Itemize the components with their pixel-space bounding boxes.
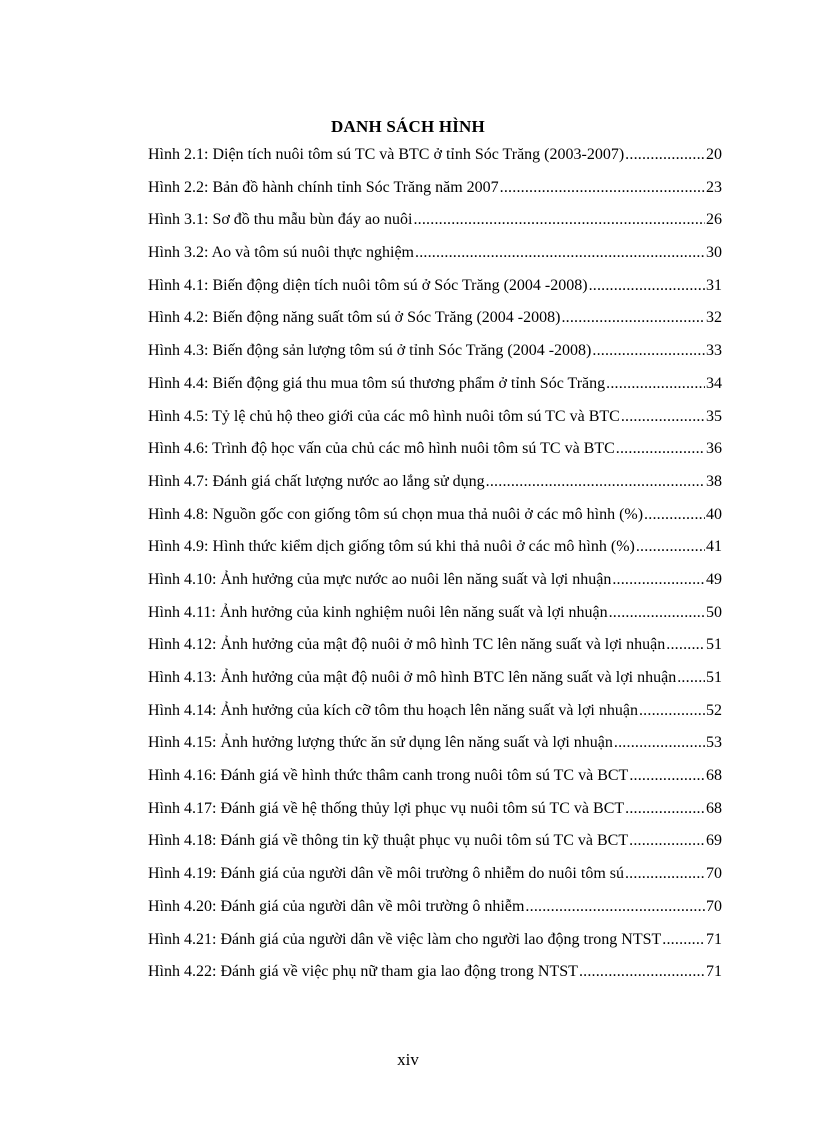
toc-entry-title: Hình 4.22: Đánh giá về việc phụ nữ tham gia lao động trong NTST [148, 963, 578, 981]
toc-entry-title: Hình 4.2: Biến động năng suất tôm sú ở Sóc Trăng (2004 -2008) [148, 309, 561, 327]
toc-dot-leader [606, 373, 705, 395]
toc-dot-leader [609, 602, 705, 624]
toc-entry-title: Hình 3.1: Sơ đồ thu mẫu bùn đáy ao nuôi [148, 211, 413, 229]
toc-entry-page: 40 [706, 505, 722, 523]
toc-entry-title: Hình 4.4: Biến động giá thu mua tôm sú thương phẩm ở tỉnh Sóc Trăng [148, 374, 606, 392]
toc-entry-page: 69 [706, 832, 722, 850]
toc-entry-page: 49 [706, 570, 722, 588]
toc-entry-title: Hình 4.7: Đánh giá chất lượng nước ao lắng sử dụng [148, 472, 485, 490]
toc-entry-title: Hình 4.6: Trình độ học vấn của chủ các mô hình nuôi tôm sú TC và BTC [148, 440, 615, 458]
toc-dot-leader [616, 438, 705, 460]
toc-dot-leader [636, 536, 705, 558]
toc-dot-leader [662, 929, 705, 951]
toc-entry-page: 32 [706, 309, 722, 327]
toc-entry-page: 71 [706, 963, 722, 981]
toc-entry-title: Hình 2.1: Diện tích nuôi tôm sú TC và BTC ở tỉnh Sóc Trăng (2003-2007) [148, 146, 625, 163]
toc-dot-leader [612, 569, 705, 591]
toc-dot-leader [579, 961, 705, 983]
toc-entry-title: Hình 4.3: Biến động sản lượng tôm sú ở tỉnh Sóc Trăng (2004 -2008) [148, 342, 592, 360]
toc-entry-title: Hình 4.21: Đánh giá của người dân về việc làm cho người lao động trong NTST [148, 930, 662, 948]
toc-entry[interactable] [148, 602, 722, 635]
toc-dot-leader [486, 471, 705, 493]
toc-entry-page: 68 [706, 799, 722, 817]
toc-dot-leader [413, 209, 705, 231]
toc-entry-page: 51 [706, 669, 722, 686]
toc-entry-page: 23 [706, 178, 722, 196]
toc-entry-page: 34 [706, 374, 722, 392]
toc-entry-page: 35 [706, 407, 722, 425]
toc-dot-leader [625, 144, 705, 166]
toc-entry-title: Hình 4.13: Ảnh hưởng của mật độ nuôi ở mô hình BTC lên năng suất và lợi nhuận [148, 669, 677, 686]
toc-entry[interactable] [148, 634, 722, 667]
toc-entry-title: Hình 4.14: Ảnh hưởng của kích cỡ tôm thu hoạch lên năng suất và lợi nhuận [148, 701, 638, 719]
toc-entry-title: Hình 4.5: Tỷ lệ chủ hộ theo giới của các mô hình nuôi tôm sú TC và BTC [148, 407, 620, 425]
toc-entry-title: Hình 3.2: Ao và tôm sú nuôi thực nghiệm [148, 244, 414, 262]
toc-entry[interactable] [148, 896, 722, 929]
toc-entry[interactable] [148, 536, 722, 569]
toc-entry-page: 30 [706, 244, 722, 262]
toc-dot-leader [561, 307, 705, 329]
toc-entry-page: 31 [706, 276, 722, 294]
toc-dot-leader [666, 634, 705, 656]
toc-entry[interactable] [148, 863, 722, 896]
toc-entry-page: 71 [706, 930, 722, 948]
toc-entry-page: 26 [706, 211, 722, 229]
toc-entry-title: Hình 4.17: Đánh giá về hệ thống thủy lợi phục vụ nuôi tôm sú TC và BCT [148, 799, 625, 817]
figure-list [148, 144, 722, 994]
toc-entry-page: 53 [706, 734, 722, 752]
toc-entry[interactable] [148, 275, 722, 308]
toc-entry[interactable] [148, 209, 722, 242]
toc-entry[interactable] [148, 798, 722, 831]
toc-entry-title: Hình 4.1: Biến động diện tích nuôi tôm sú ở Sóc Trăng (2004 -2008) [148, 276, 588, 294]
toc-entry-title: Hình 4.9: Hình thức kiểm dịch giống tôm sú khi thả nuôi ở các mô hình (%) [148, 538, 635, 556]
toc-entry-page: 20 [706, 146, 722, 163]
toc-entry[interactable] [148, 373, 722, 406]
toc-entry[interactable] [148, 961, 722, 994]
toc-dot-leader [415, 242, 705, 264]
toc-dot-leader [500, 177, 705, 199]
toc-entry-page: 51 [706, 636, 722, 654]
toc-entry-page: 68 [706, 767, 722, 785]
toc-entry[interactable] [148, 340, 722, 373]
page-number: xiv [397, 1050, 419, 1069]
toc-entry-page: 36 [706, 440, 722, 458]
toc-entry-title: Hình 4.11: Ảnh hưởng của kinh nghiệm nuôi lên năng suất và lợi nhuận [148, 603, 608, 621]
toc-entry[interactable] [148, 765, 722, 798]
toc-dot-leader [629, 765, 705, 787]
toc-dot-leader [625, 798, 705, 820]
toc-entry-title: Hình 4.16: Đánh giá về hình thức thâm canh trong nuôi tôm sú TC và BCT [148, 767, 629, 785]
toc-entry-title: Hình 4.12: Ảnh hưởng của mật độ nuôi ở mô hình TC lên năng suất và lợi nhuận [148, 636, 666, 654]
toc-dot-leader [589, 275, 705, 297]
toc-entry-title: Hình 4.10: Ảnh hưởng của mực nước ao nuôi lên năng suất và lợi nhuận [148, 570, 612, 588]
toc-entry[interactable] [148, 732, 722, 765]
toc-entry-page: 38 [706, 472, 722, 490]
toc-entry[interactable] [148, 830, 722, 863]
toc-entry-title: Hình 4.18: Đánh giá về thông tin kỹ thuật phục vụ nuôi tôm sú TC và BCT [148, 832, 629, 850]
toc-entry[interactable] [148, 144, 722, 177]
toc-entry-title: Hình 4.8: Nguồn gốc con giống tôm sú chọn mua thả nuôi ở các mô hình (%) [148, 505, 644, 523]
toc-entry-page: 41 [706, 538, 722, 556]
toc-entry[interactable] [148, 667, 722, 700]
toc-entry-title: Hình 4.15: Ảnh hưởng lượng thức ăn sử dụng lên năng suất và lợi nhuận [148, 734, 613, 752]
toc-entry[interactable] [148, 929, 722, 962]
page-title: DANH SÁCH HÌNH [331, 117, 485, 136]
toc-dot-leader [614, 732, 705, 754]
toc-entry-title: Hình 4.20: Đánh giá của người dân về môi trường ô nhiễm [148, 897, 525, 915]
toc-entry-page: 52 [706, 701, 722, 719]
toc-dot-leader [621, 406, 705, 428]
toc-dot-leader [644, 504, 705, 526]
toc-entry-page: 50 [706, 603, 722, 621]
toc-dot-leader [629, 830, 705, 852]
toc-entry[interactable] [148, 177, 722, 210]
toc-dot-leader [592, 340, 705, 362]
toc-entry[interactable] [148, 569, 722, 602]
toc-entry-title: Hình 4.19: Đánh giá của người dân về môi trường ô nhiễm do nuôi tôm sú [148, 865, 624, 883]
toc-entry-page: 70 [706, 865, 722, 883]
toc-dot-leader [639, 700, 705, 722]
toc-dot-leader [677, 667, 705, 689]
toc-entry[interactable] [148, 242, 722, 275]
toc-entry-title: Hình 2.2: Bản đồ hành chính tỉnh Sóc Trăng năm 2007 [148, 178, 499, 196]
toc-entry[interactable] [148, 406, 722, 439]
toc-entry-page: 70 [706, 897, 722, 915]
toc-entry[interactable] [148, 700, 722, 733]
toc-entry-page: 33 [706, 342, 722, 360]
toc-entry[interactable] [148, 438, 722, 471]
toc-dot-leader [625, 863, 705, 885]
toc-dot-leader [525, 896, 705, 918]
toc-entry[interactable] [148, 307, 722, 340]
toc-entry[interactable] [148, 504, 722, 537]
toc-entry[interactable] [148, 471, 722, 504]
